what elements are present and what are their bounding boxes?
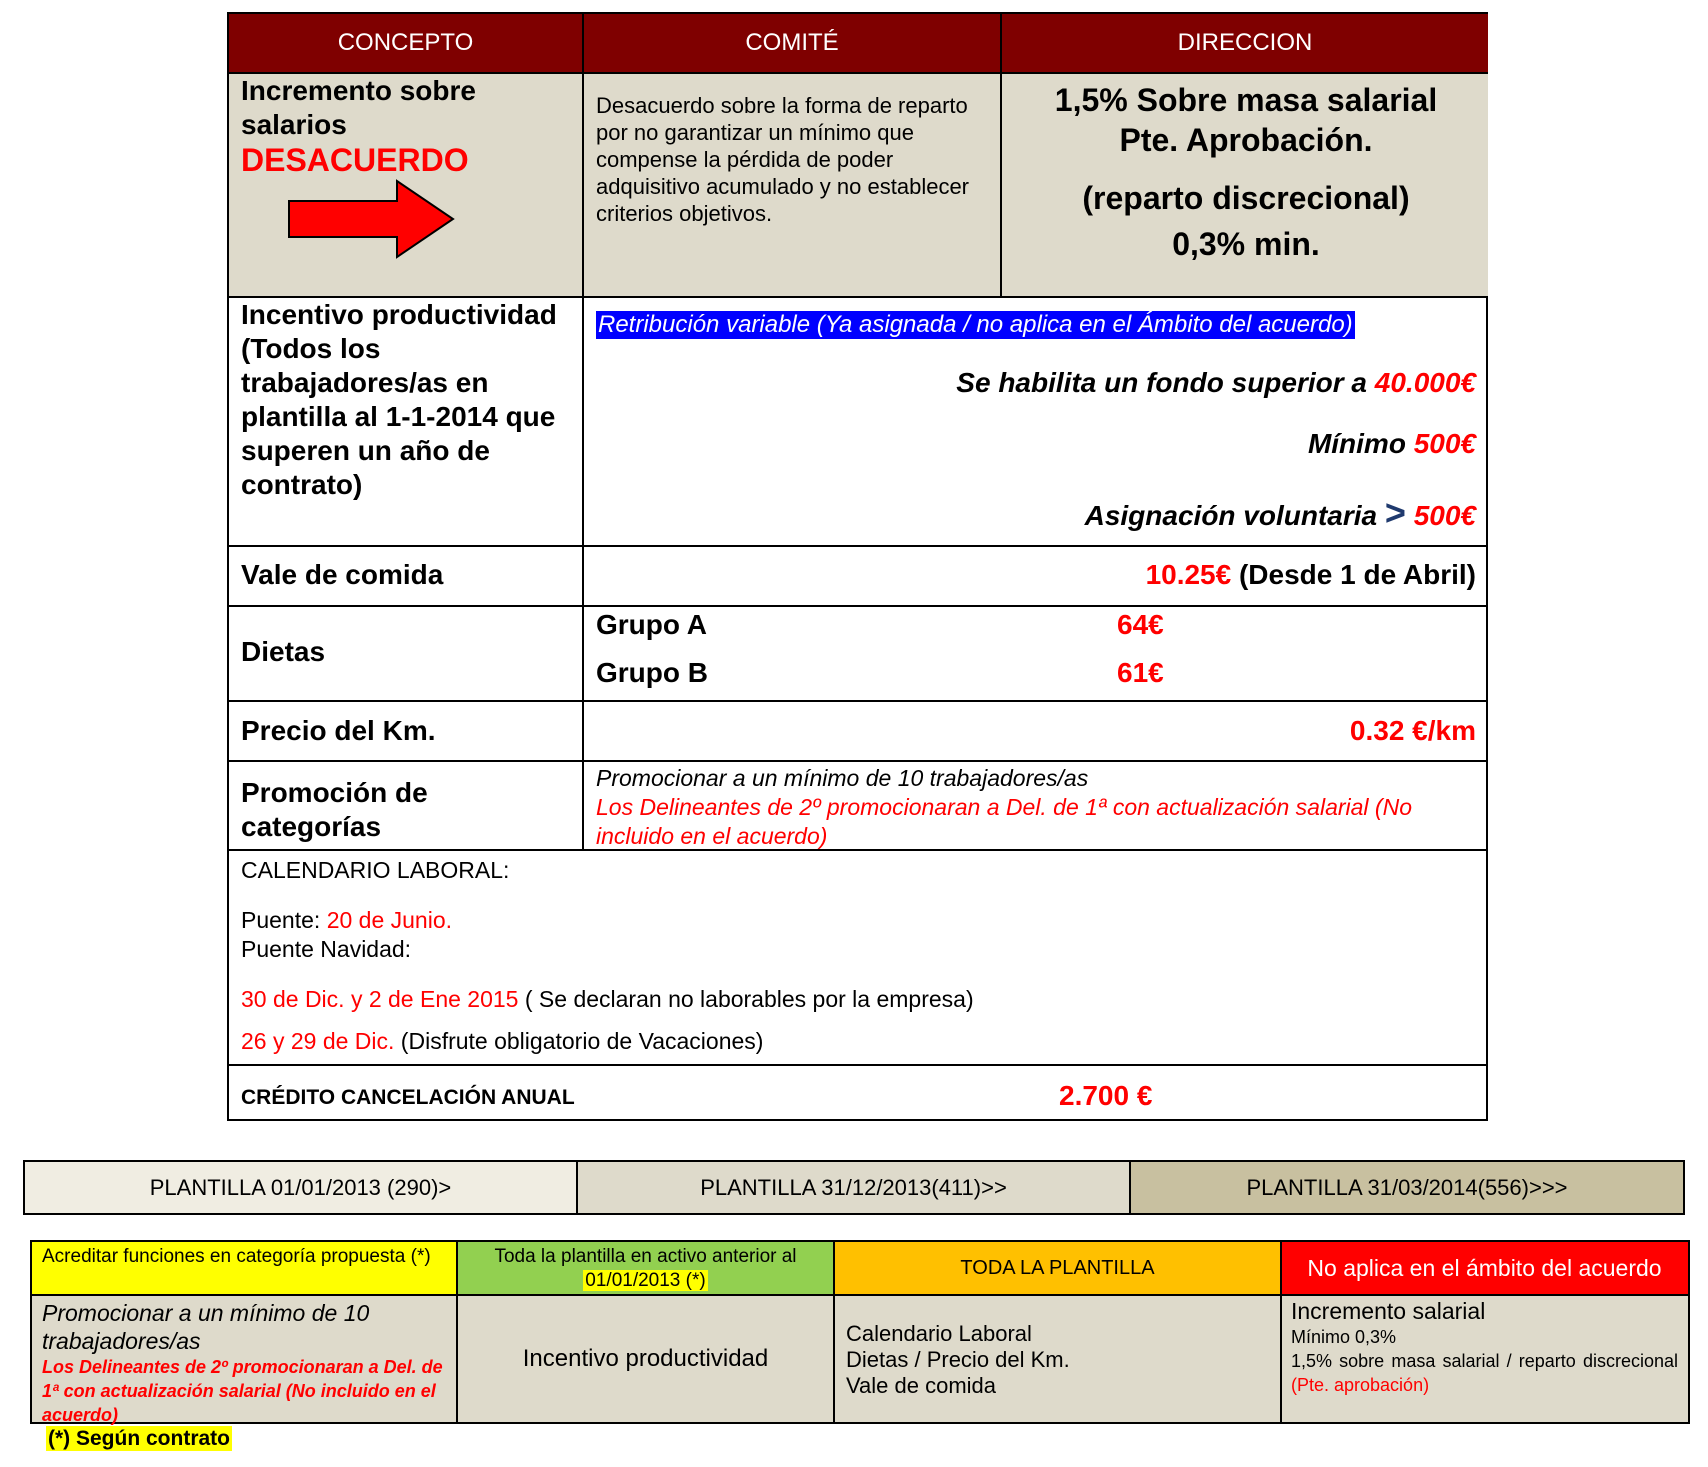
incremento-concept-line2: salarios — [241, 109, 347, 140]
col2-header-line1: Toda la plantilla en activo anterior al — [494, 1246, 797, 1267]
dates2-line — [241, 1028, 763, 1055]
col4-line2: Mínimo 0,3% — [1291, 1327, 1397, 1347]
col4-header: No aplica en el ámbito del acuerdo — [1281, 1242, 1688, 1295]
direccion-line2: Pte. Aprobación. — [1119, 122, 1373, 158]
plantilla-2014-mar: PLANTILLA 31/03/2014(556)>>> — [1131, 1162, 1683, 1213]
col-divider — [1000, 14, 1002, 296]
direccion-line4: 0,3% min. — [1172, 226, 1320, 262]
grupo-a-label: Grupo A — [596, 609, 707, 640]
asignacion-value: 500€ — [1405, 500, 1476, 531]
col2-header-line2: 01/01/2013 (*) — [585, 1270, 706, 1291]
dates1-value: 30 de Dic. y 2 de Ene 2015 — [241, 986, 519, 1012]
dates2-value: 26 y 29 de Dic. — [241, 1028, 395, 1054]
asignacion-line — [1085, 492, 1476, 534]
dates1-note: ( Se declaran no laborables por la empresa) — [518, 986, 974, 1012]
navidad-label: Puente Navidad: — [241, 936, 412, 962]
row-divider — [229, 700, 1486, 702]
col3-header: TODA LA PLANTILLA — [834, 1242, 1281, 1295]
col-divider — [1280, 1242, 1282, 1422]
credito-label: CRÉDITO CANCELACIÓN ANUAL — [241, 1086, 575, 1109]
col4-line3 — [1291, 1349, 1678, 1397]
vale-value: 10.25€ — [1145, 559, 1232, 590]
vale-value-line — [1146, 559, 1476, 591]
dates2-note: (Disfrute obligatorio de Vacaciones) — [394, 1028, 764, 1054]
row-divider — [229, 760, 1486, 762]
grupo-b-label: Grupo B — [596, 657, 708, 688]
incremento-concept — [241, 74, 476, 178]
row-divider — [229, 605, 1486, 607]
col1-line2: Los Delineantes de 2º promocionaran a Del. de 1ª con actualización salarial (No incluido en el acuerdo) — [42, 1357, 443, 1425]
promocion-content — [596, 764, 1476, 851]
greater-than-symbol: > — [1384, 492, 1406, 533]
grupo-b-value: 61€ — [1117, 657, 1164, 688]
right-arrow-icon — [287, 179, 457, 259]
puente-value: 20 de Junio. — [326, 907, 453, 933]
header-divider — [32, 1294, 1688, 1296]
header-concepto: CONCEPTO — [229, 14, 582, 72]
fondo-label: Se habilita un fondo superior a — [956, 367, 1375, 398]
puente-line — [241, 907, 452, 934]
col2-body: Incentivo productividad — [457, 1295, 834, 1422]
promocion-concept-line1: Promoción de — [241, 777, 428, 808]
retribucion-highlight: Retribución variable (Ya asignada / no aplica en el Ámbito del acuerdo) — [598, 311, 1353, 338]
fondo-value: 40.000€ — [1374, 367, 1476, 398]
col4-line1: Incremento salarial — [1291, 1298, 1486, 1324]
incentivo-concept: Incentivo productividad (Todos los trabajadores/as en plantilla al 1-1-2014 que superen un año de contrato) — [241, 299, 557, 500]
asignacion-label: Asignación voluntaria — [1084, 500, 1385, 531]
minimo-line — [1308, 428, 1476, 460]
col3-body — [834, 1295, 1281, 1422]
plantilla-bar — [23, 1160, 1685, 1215]
header-direccion: DIRECCION — [1002, 14, 1488, 72]
col1-header: Acreditar funciones en categoría propuesta (*) — [32, 1242, 457, 1295]
promocion-concept — [241, 776, 428, 844]
plantilla-2013-jan: PLANTILLA 01/01/2013 (290)> — [25, 1162, 578, 1213]
header-comite: COMITÉ — [584, 14, 1000, 72]
direccion-line1: 1,5% Sobre masa salarial — [1054, 82, 1438, 118]
row-divider — [229, 1064, 1486, 1066]
puente-label: Puente: — [241, 907, 327, 933]
col4-line3-text: 1,5% sobre masa salarial / reparto discrecional — [1291, 1351, 1678, 1371]
col1-line1: Promocionar a un mínimo de 10 trabajadores/as — [42, 1300, 370, 1354]
col1-body — [32, 1295, 457, 1425]
incremento-comite-text: Desacuerdo sobre la forma de reparto por no garantizar un mínimo que compense la pérdida de poder adquisitivo acumulado y no establecer criterios objetivos. — [596, 93, 970, 226]
footnote: (*) Según contrato — [48, 1427, 230, 1450]
km-concept: Precio del Km. — [241, 715, 436, 746]
col3-line3: Vale de comida — [846, 1373, 997, 1398]
promocion-line2: Los Delineantes de 2º promocionaran a Del. de 1ª con actualización salarial (No incluido en el acuerdo) — [596, 794, 1412, 849]
col3-line2: Dietas / Precio del Km. — [846, 1347, 1070, 1372]
row-divider — [229, 545, 1486, 547]
plantilla-2013-dec: PLANTILLA 31/12/2013(411)>> — [578, 1162, 1131, 1213]
promocion-concept-line2: categorías — [241, 811, 382, 842]
col-divider — [833, 1242, 835, 1422]
incremento-concept-line1: Incremento sobre — [241, 75, 476, 106]
desacuerdo-status: DESACUERDO — [241, 142, 469, 178]
dates1-line — [241, 986, 974, 1013]
calendario-title: CALENDARIO LABORAL: — [241, 857, 510, 883]
col-divider — [582, 14, 584, 849]
dietas-concept: Dietas — [241, 636, 326, 667]
col2-header — [457, 1242, 834, 1295]
vale-note: (Desde 1 de Abril) — [1231, 559, 1476, 590]
col3-line1: Calendario Laboral — [846, 1321, 1032, 1346]
grupo-a-value: 64€ — [1117, 609, 1164, 640]
promocion-line1: Promocionar a un mínimo de 10 trabajadores/as — [596, 765, 1089, 791]
km-value: 0.32 €/km — [1349, 715, 1476, 746]
col-divider — [456, 1242, 458, 1422]
minimo-value: 500€ — [1413, 428, 1476, 459]
conditions-table — [227, 12, 1488, 1121]
credito-value: 2.700 € — [1059, 1080, 1153, 1111]
vale-concept: Vale de comida — [241, 559, 444, 590]
minimo-label: Mínimo — [1307, 428, 1414, 459]
direccion-line3: (reparto discrecional) — [1082, 180, 1410, 216]
col4-line3-red: (Pte. aprobación) — [1291, 1375, 1430, 1395]
scope-table — [30, 1240, 1690, 1424]
fondo-line — [956, 367, 1476, 399]
incremento-direccion — [1004, 76, 1488, 264]
col4-body — [1281, 1295, 1688, 1422]
